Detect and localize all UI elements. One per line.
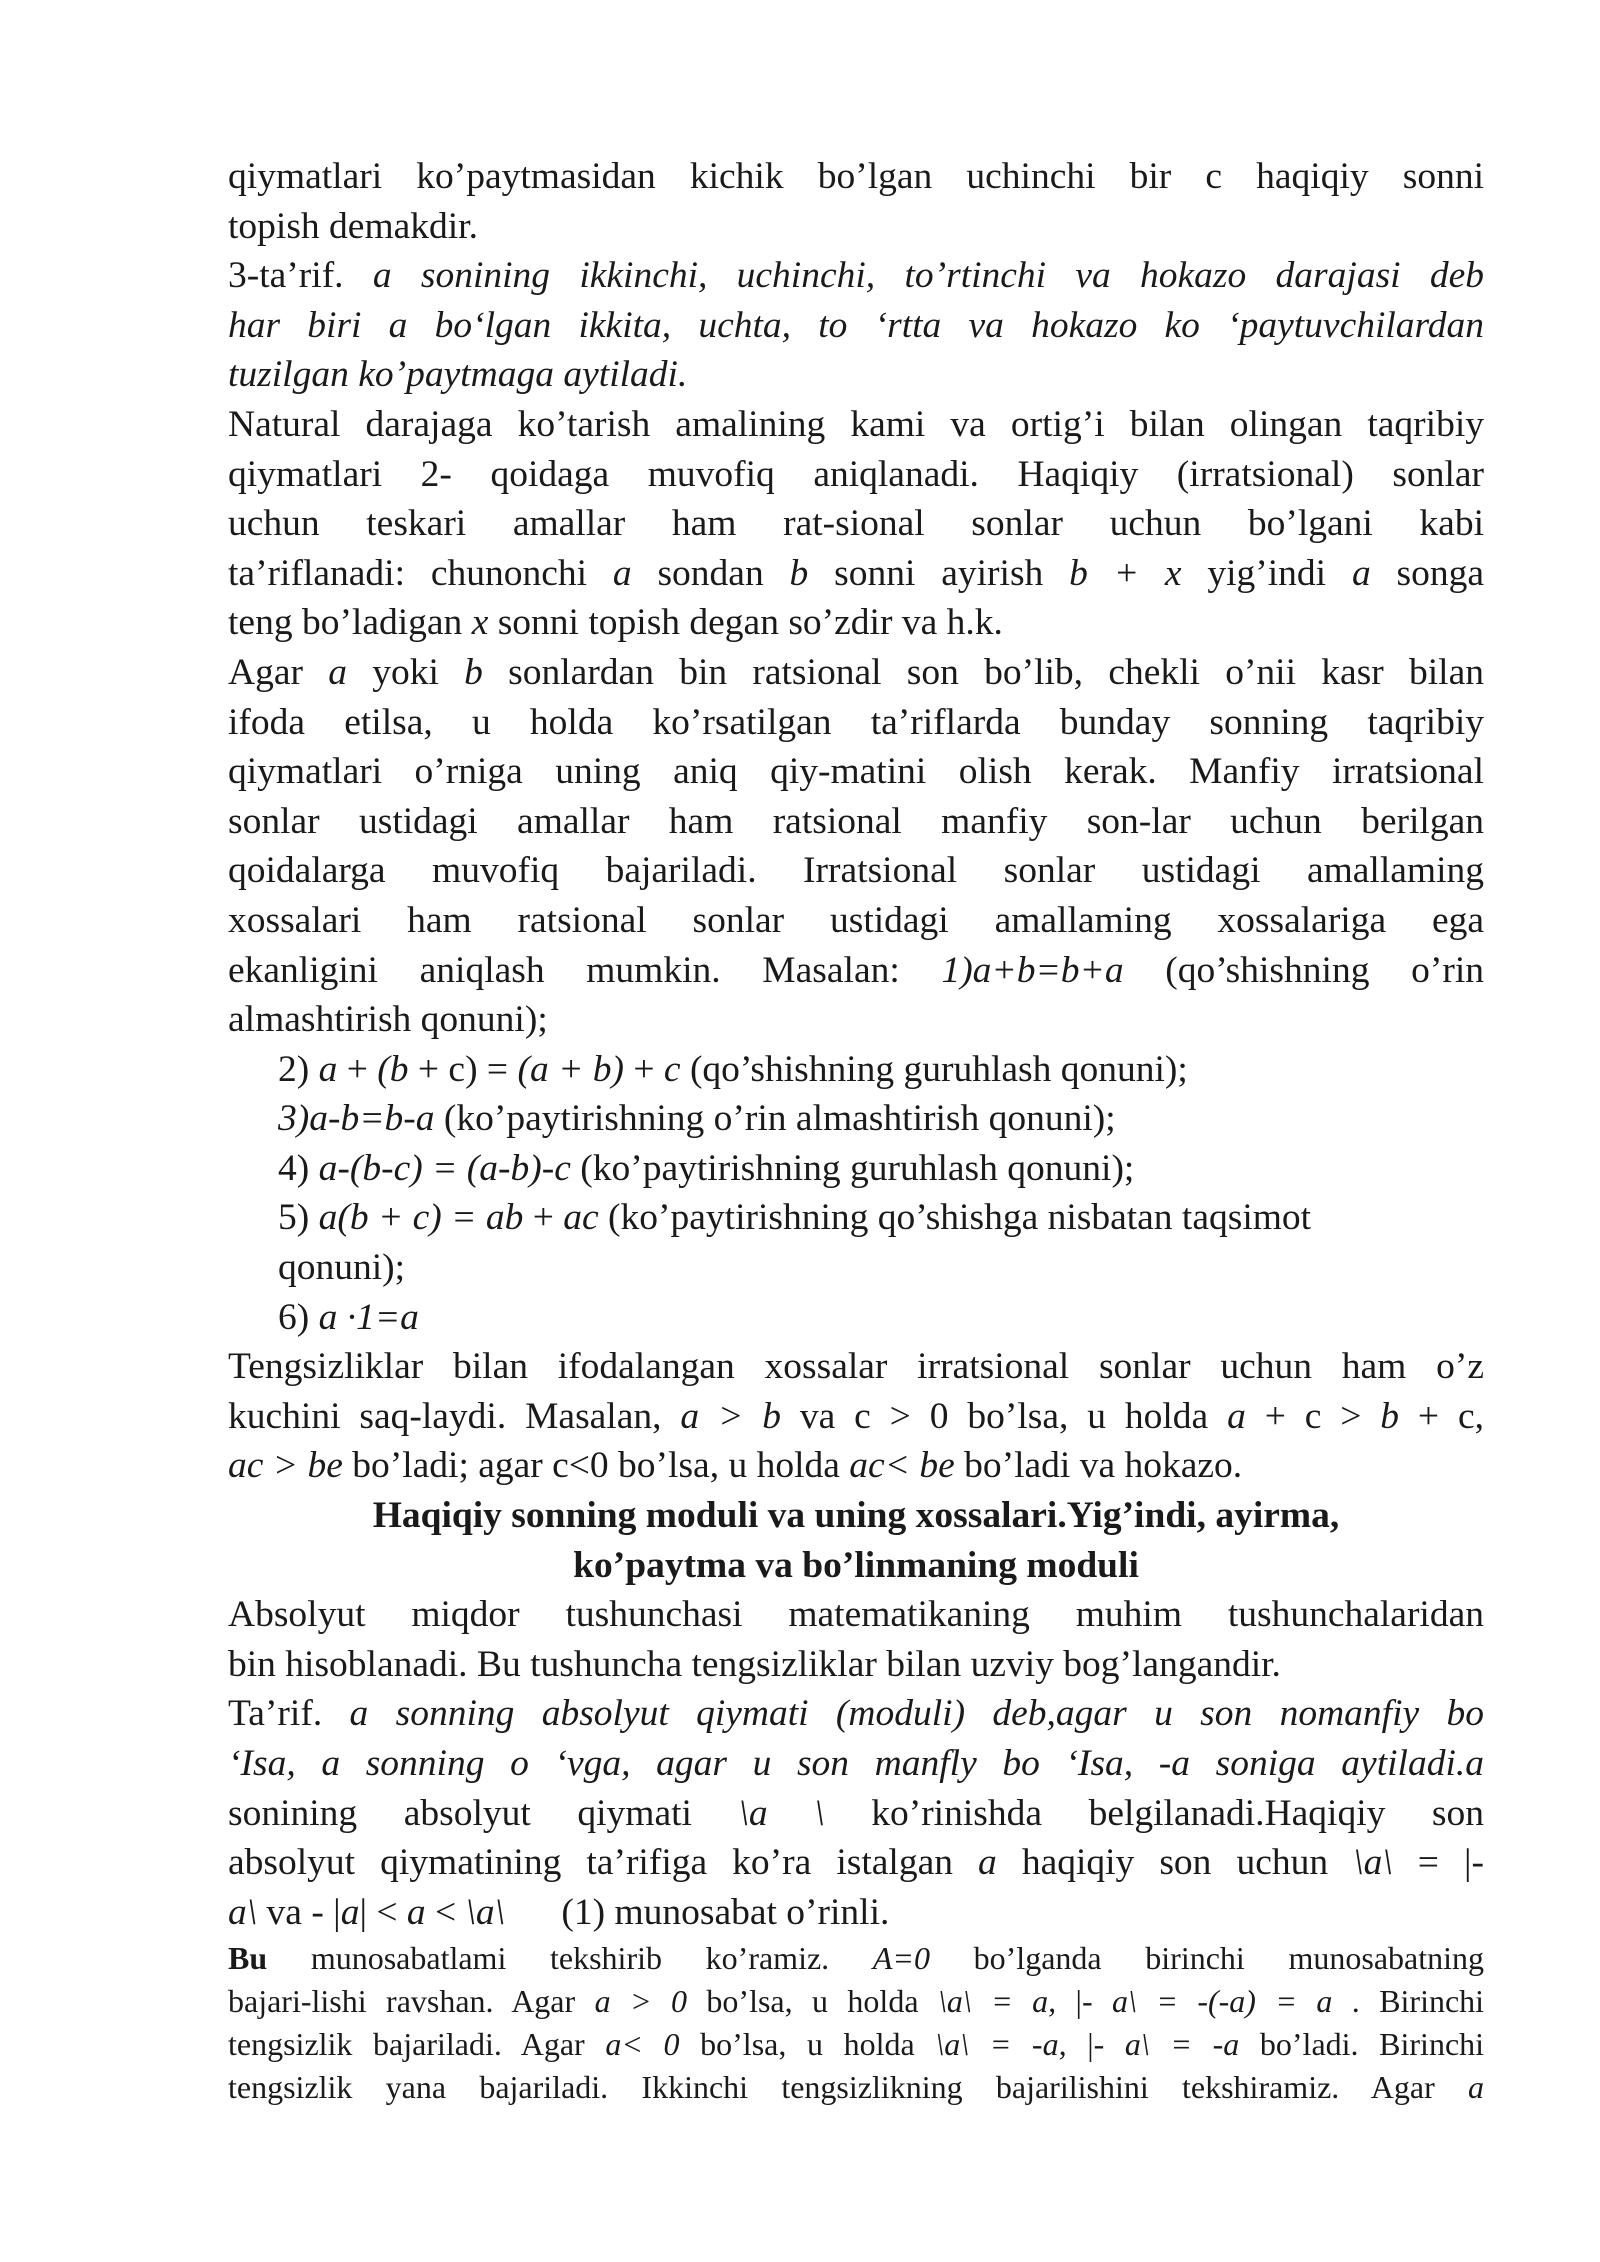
rule-5: 5) a(b + c) = ab + ac (ko’paytirishning qo’shishga nisbatan taqsimot — [278, 1197, 1312, 1239]
document-page — [228, 152, 1484, 2109]
text-line: Absolyut miqdor tushunchasi matematikaning muhim tushunchalaridan — [228, 1594, 1484, 1636]
text-line: kuchini saq-laydi. Masalan, a > b va c > 0 bo’lsa, u holda a + c > b + c, — [228, 1395, 1484, 1437]
text-line: tuzilgan ko’paytmaga aytiladi. — [228, 354, 688, 396]
text-line: qiymatlari o’rniga uning aniq qiy-matini olish kerak. Manfiy irratsional — [228, 751, 1484, 793]
section-heading: ko’paytma va bo’linmaning moduli — [573, 1544, 1139, 1586]
text-line: qiymatlari 2- qoidaga muvofiq aniqlanadi. Haqiqiy (irratsional) sonlar — [228, 453, 1484, 495]
text-line: Tengsizliklar bilan ifodalangan xossalar irratsional sonlar uchun ham o’z — [228, 1346, 1484, 1388]
rule-2: 2) a + (b + c) = (a + b) + c (qo’shishning guruhlash qonuni); — [278, 1048, 1188, 1090]
rule-4: 4) a-(b-c) = (a-b)-c (ko’paytirishning guruhlash qonuni); — [278, 1147, 1135, 1189]
text-line: topish demakdir. — [228, 205, 478, 247]
text-line: sonlar ustidagi amallar ham ratsional manfiy son-lar uchun berilgan — [228, 800, 1484, 842]
text-line: sonining absolyut qiymati \a \ ko’rinishda belgilanadi.Haqiqiy son — [228, 1792, 1485, 1834]
text-line: almashtirish qonuni); — [228, 999, 548, 1041]
text-line: a\ va - |a| < a < \a\ (1) munosabat o’rinli. — [228, 1891, 890, 1933]
text-line: teng bo’ladigan x sonni topish degan so’zdir va h.k. — [228, 602, 1003, 644]
rule-5-cont: qonuni); — [278, 1247, 406, 1289]
text-line: ifoda etilsa, u holda ko’rsatilgan ta’riflarda bunday sonning taqribiy — [228, 701, 1484, 743]
text-line: absolyut qiymatining ta’rifiga ko’ra istalgan a haqiqiy son uchun \a\ = |- — [228, 1842, 1484, 1884]
text-line: har biri a bo‘lgan ikkita, uchta, to ‘rtta va hokazo ko ‘paytuvchilardan — [228, 304, 1484, 346]
text-line: ekanligini aniqlash mumkin. Masalan: 1)a+b=b+a (qo’shishning o’rin — [228, 949, 1484, 991]
rule-3: 3)a-b=b-a (ko’paytirishning o’rin almashtirish qonuni); — [278, 1098, 1116, 1140]
text-line: Bu munosabatlami tekshirib ko’ramiz. A=0 bo’lganda birinchi munosabatning — [228, 1940, 1484, 1977]
text-line: qoidalarga muvofiq bajariladi. Irratsional sonlar ustidagi amallaming — [228, 850, 1484, 892]
text-line: ta’riflanadi: chunonchi a sondan b sonni ayirish b + x yig’indi a songa — [228, 552, 1485, 594]
section-heading: Haqiqiy sonning moduli va uning xossalari.Yig’indi, ayirma, — [372, 1495, 1340, 1537]
text-line: bajari-lishi ravshan. Agar a > 0 bo’lsa, u holda \a\ = a, |- a\ = -(-a) = a . Birinchi — [228, 1983, 1485, 2020]
text-line: ‘Isa, a sonning o ‘vga, agar u son manfly bo ‘Isa, -a soniga aytiladi.a — [228, 1743, 1484, 1784]
text-line: bin hisoblanadi. Bu tushuncha tengsizliklar bilan uzviy bog’langandir. — [228, 1643, 1281, 1685]
text-line: ac > be bo’ladi; agar c<0 bo’lsa, u holda ac< be bo’ladi va hokazo. — [228, 1445, 1243, 1487]
rule-6: 6) a ·1=a — [278, 1296, 419, 1338]
text-line: Natural darajaga ko’tarish amalining kami va ortig’i bilan olingan taqribiy — [228, 403, 1484, 445]
definition: Ta’rif. a sonning absolyut qiymati (moduli) deb,agar u son nomanfiy bo — [228, 1693, 1484, 1735]
text-line: xossalari ham ratsional sonlar ustidagi amallaming xossalariga ega — [228, 899, 1484, 941]
text-line: Agar a yoki b sonlardan bin ratsional son bo’lib, chekli o’nii kasr bilan — [228, 651, 1484, 693]
text-line: tengsizlik bajariladi. Agar a< 0 bo’lsa, u holda \a\ = -a, |- a\ = -a bo’ladi. Birinchi — [228, 2026, 1485, 2063]
text-line: qiymatlari ko’paytmasidan kichik bo’lgan uchinchi bir c haqiqiy sonni — [228, 156, 1484, 197]
definition-3: 3-ta’rif. a sonining ikkinchi, uchinchi, to’rtinchi va hokazo darajasi deb — [228, 255, 1484, 297]
text-line: tengsizlik yana bajariladi. Ikkinchi tengsizlikning bajarilishini tekshiramiz. Agar a — [228, 2069, 1484, 2106]
text-line: uchun teskari amallar ham rat-sional sonlar uchun bo’lgani kabi — [228, 503, 1484, 545]
